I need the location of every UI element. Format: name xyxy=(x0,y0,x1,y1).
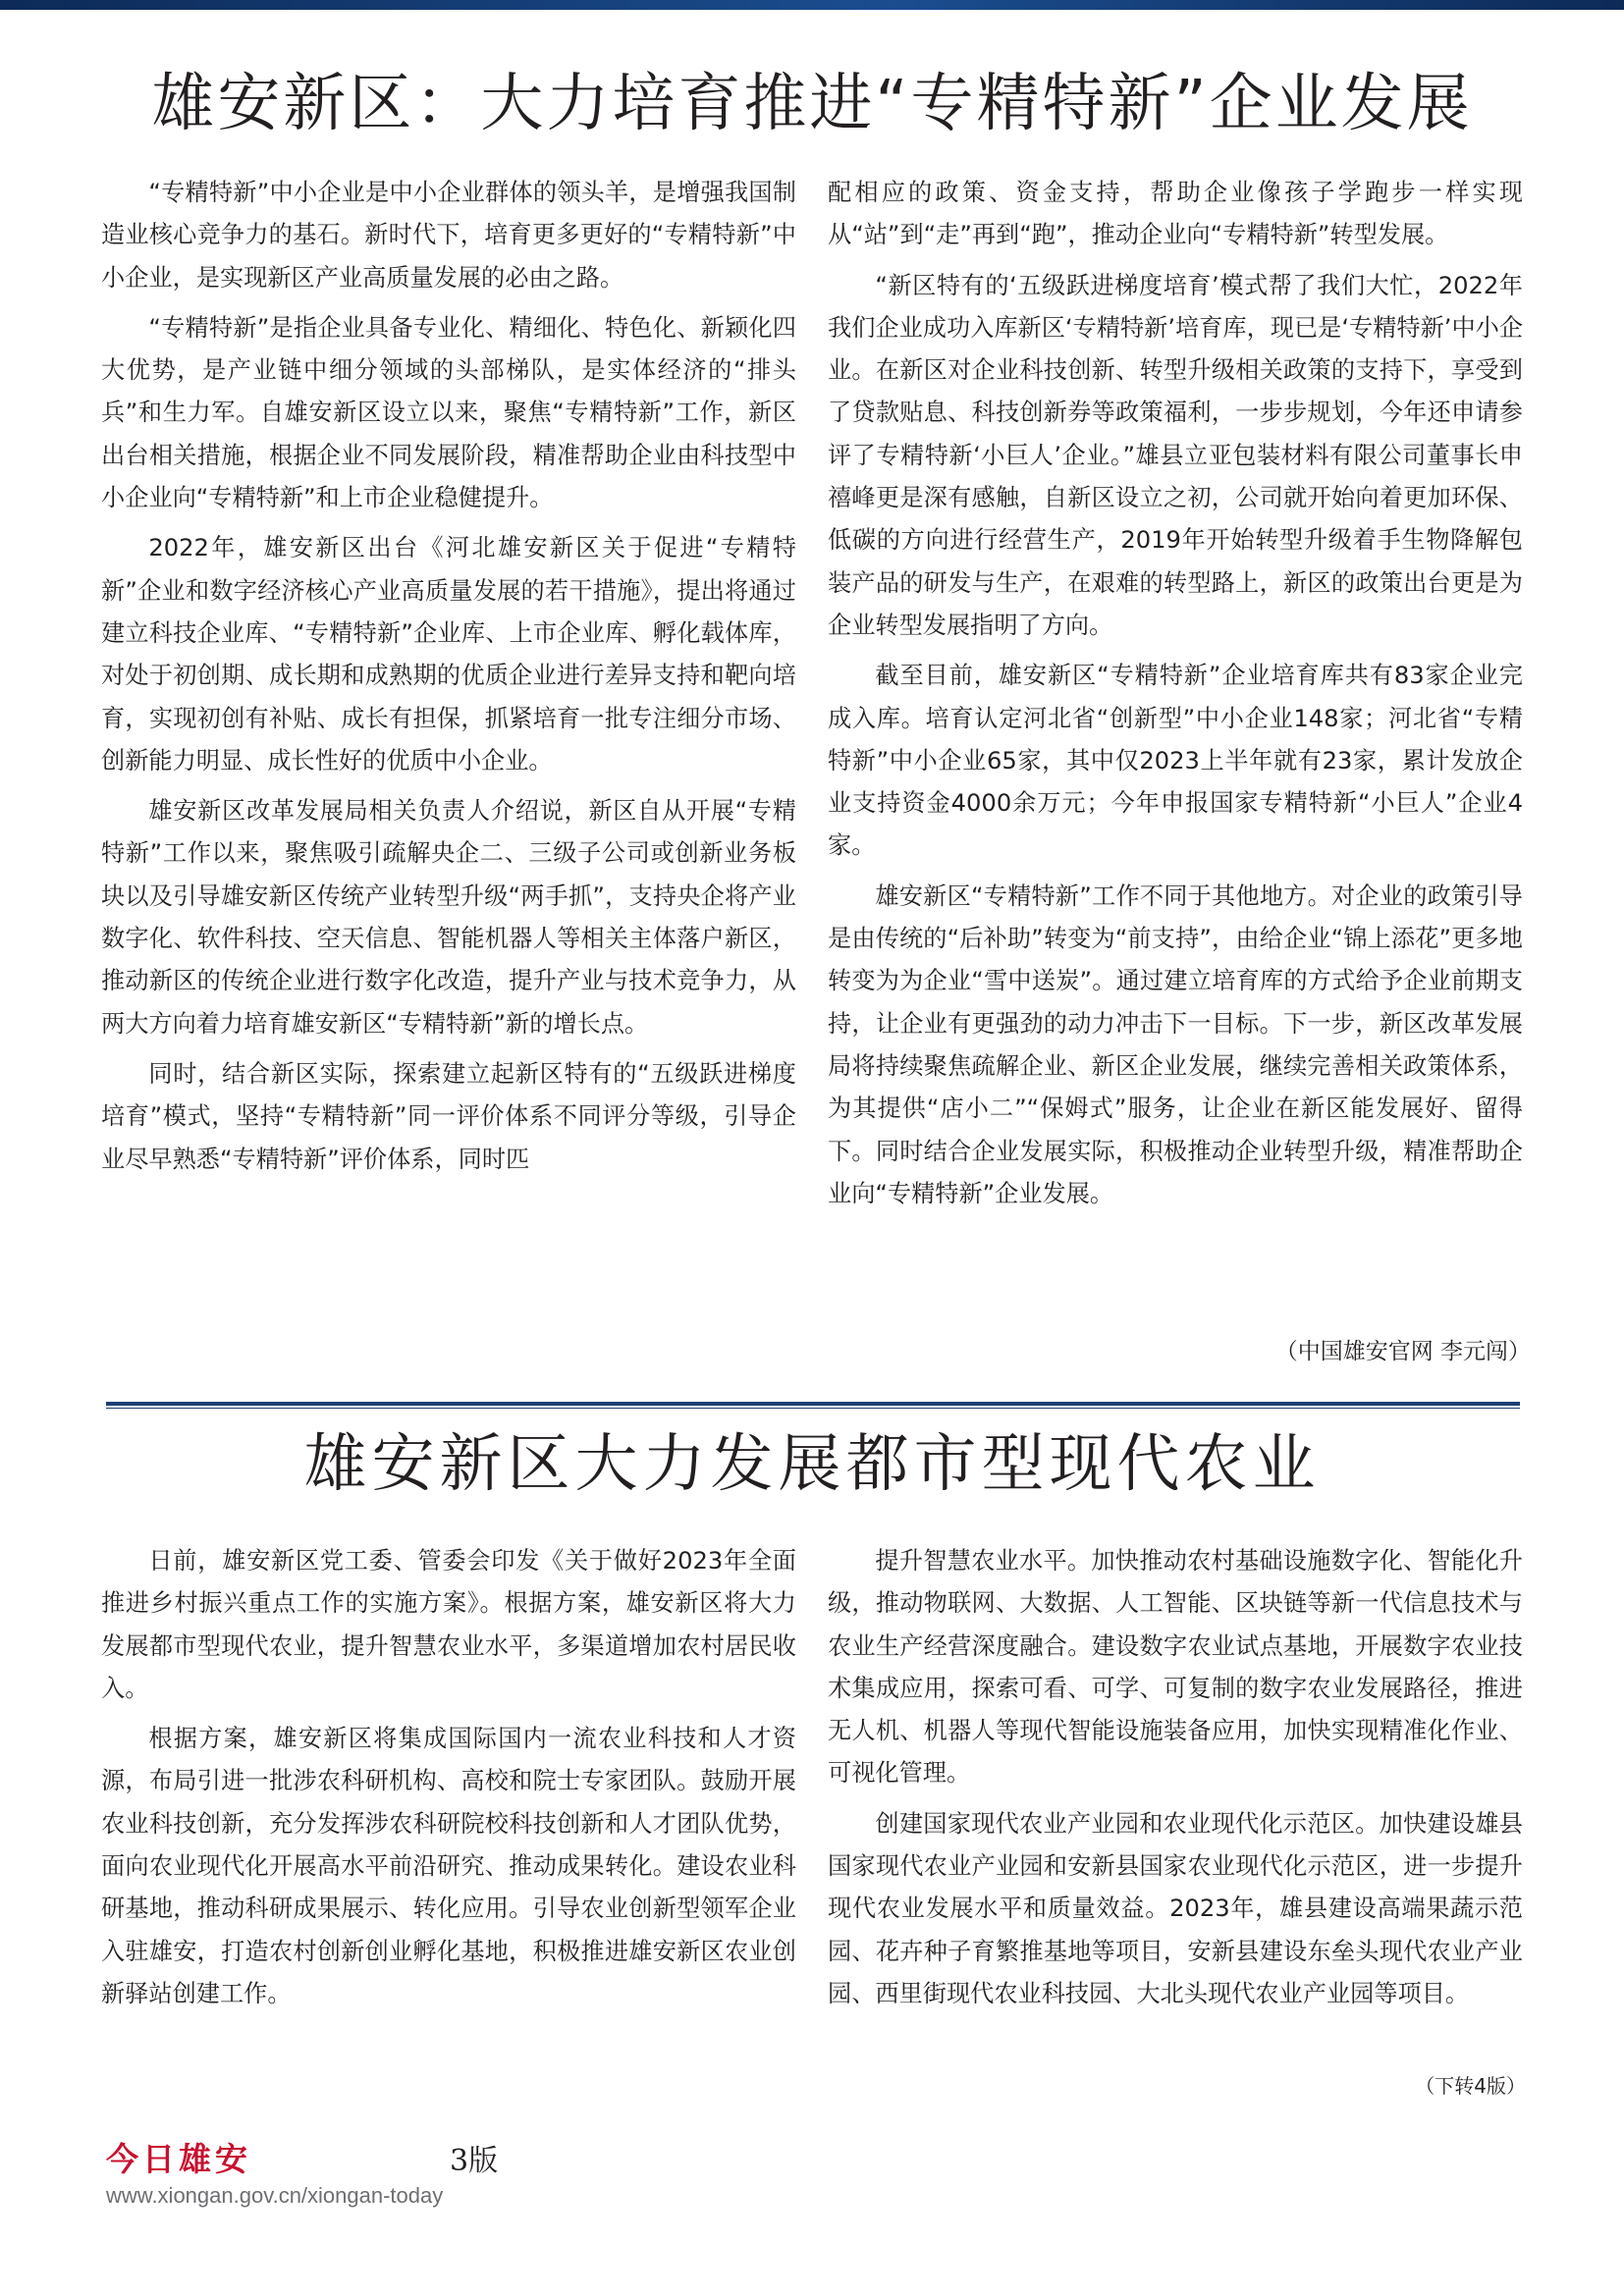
article2-paragraph: 日前，雄安新区党工委、管委会印发《关于做好2023年全面推进乡村振兴重点工作的实施方案》。根据方案，雄安新区将大力发展都市型现代农业，提升智慧农业水平，多渠道增加农村居民收入。 xyxy=(101,1547,796,1702)
section-divider xyxy=(106,1402,1520,1406)
article1-paragraph: “新区特有的‘五级跃进梯度培育’模式帮了我们大忙，2022年我们企业成功入库新区‘专精特新’培育库，现已是‘专精特新’中小企业。在新区对企业科技创新、转型升级相关政策的支持下，享受到了贷款贴息、科技创新券等政策福利，一步步规划，今年还申请参评了专精特新‘小巨人’企业。”雄县立亚包装材料有限公司董事长申禧峰更是深有感触，自新区设立之初，公司就开始向着更加环保、低碳的方向进行经营生产，2019年开始转型升级着手生物降解包装产品的研发与生产，在艰难的转型路上，新区的政策出台更是为企业转型发展指明了方向。 xyxy=(828,271,1524,639)
article1-left-column xyxy=(101,172,796,1189)
article2-left-column xyxy=(101,1540,796,2023)
article2-paragraph: 提升智慧农业水平。加快推动农村基础设施数字化、智能化升级，推动物联网、大数据、人工智能、区块链等新一代信息技术与农业生产经营深度融合。建设数字农业试点基地，开展数字农业技术集成应用，探索可看、可学、可复制的数字农业发展路径，推进无人机、机器人等现代智能设施装备应用，加快实现精准化作业、可视化管理。 xyxy=(828,1547,1523,1788)
article2-headline: 雄安新区大力发展都市型现代农业 xyxy=(303,1428,1321,1501)
page-number: 3版 xyxy=(450,2144,499,2178)
article1-paragraph: 雄安新区“专精特新”工作不同于其他地方。对企业的政策引导是由传统的“后补助”转变为“前支持”，由给企业“锦上添花”更多地转变为为企业“雪中送炭”。通过建立培育库的方式给予企业前期支持，让企业有更强劲的动力冲击下一目标。下一步，新区改革发展局将持续聚焦疏解企业、新区企业发展，继续完善相关政策体系，为其提供“店小二”“保姆式”服务，让企业在新区能发展好、留得下。同时结合企业发展实际，积极推动企业转型升级，精准帮助企业向“专精特新”企业发展。 xyxy=(828,881,1523,1207)
website-url: www.xiongan.gov.cn/xiongan-today xyxy=(106,2183,444,2208)
article2-right-column xyxy=(828,1540,1523,2023)
article1-paragraph: “专精特新”是指企业具备专业化、精细化、特色化、新颖化四大优势，是产业链中细分领域的头部梯队，是实体经济的“排头兵”和生力军。自雄安新区设立以来，聚焦“专精特新”工作，新区出台相关措施，根据企业不同发展阶段，精准帮助企业由科技型中小企业向“专精特新”和上市企业稳健提升。 xyxy=(101,313,796,512)
article2-paragraph: 创建国家现代农业产业园和农业现代化示范区。加快建设雄县国家现代农业产业园和安新县国家农业现代化示范区，进一步提升现代农业发展水平和质量效益。2023年，雄县建设高端果蔬示范园、花卉种子育繁推基地等项目，安新县建设东垒头现代农业产业园、西里街现代农业科技园、大北头现代农业产业园等项目。 xyxy=(828,1809,1523,2007)
article1-paragraph: 截至目前，雄安新区“专精特新”企业培育库共有83家企业完成入库。培育认定河北省“创新型”中小企业148家；河北省“专精特新”中小企业65家，其中仅2023上半年就有23家，累计发放企业支持资金4000余万元；今年申报国家专精特新“小巨人”企业4家。 xyxy=(828,662,1523,860)
article1-source-credit: （中国雄安官网 李元闯） xyxy=(1274,1339,1531,1364)
article1-right-column xyxy=(828,172,1523,1223)
article1-paragraph: 2022年，雄安新区出台《河北雄安新区关于促进“专精特新”企业和数字经济核心产业高质量发展的若干措施》，提出将通过建立科技企业库、“专精特新”企业库、上市企业库、孵化载体库，对处于初创期、成长期和成熟期的优质企业进行差异支持和靶向培育，实现初创有补贴、成长有担保，抓紧培育一批专注细分市场、创新能力明显、成长性好的优质中小企业。 xyxy=(101,534,796,774)
article1-headline: 雄安新区：大力培育推进“专精特新”企业发展 xyxy=(151,68,1473,140)
top-accent-bar xyxy=(0,0,1624,10)
article1-paragraph-continuation: 配相应的政策、资金支持，帮助企业像孩子学跑步一样实现从“站”到“走”再到“跑”，推动企业向“专精特新”转型发展。 xyxy=(828,179,1523,249)
article1-paragraph: 同时，结合新区实际，探索建立起新区特有的“五级跃进梯度培育”模式，坚持“专精特新”同一评价体系不同评分等级，引导企业尽早熟悉“专精特新”评价体系，同时匹 xyxy=(101,1059,796,1173)
newspaper-masthead-logo: 今日雄安 xyxy=(106,2140,251,2178)
article1-paragraph: “专精特新”中小企业是中小企业群体的领头羊，是增强我国制造业核心竞争力的基石。新时代下，培育更多更好的“专精特新”中小企业，是实现新区产业高质量发展的必由之路。 xyxy=(101,179,796,292)
continued-on-page-note: （下转4版） xyxy=(1415,2074,1526,2098)
article1-paragraph: 雄安新区改革发展局相关负责人介绍说，新区自从开展“专精特新”工作以来，聚焦吸引疏解央企二、三级子公司或创新业务板块以及引导雄安新区传统产业转型升级“两手抓”，支持央企将产业数字化、软件科技、空天信息、智能机器人等相关主体落户新区，推动新区的传统企业进行数字化改造，提升产业与技术竞争力，从两大方向着力培育雄安新区“专精特新”新的增长点。 xyxy=(101,797,796,1038)
article2-paragraph: 根据方案，雄安新区将集成国际国内一流农业科技和人才资源，布局引进一批涉农科研机构、高校和院士专家团队。鼓励开展农业科技创新，充分发挥涉农科研院校科技创新和人才团队优势，面向农业现代化开展高水平前沿研究、推动成果转化。建设农业科研基地，推动科研成果展示、转化应用。引导农业创新型领军企业入驻雄安，打造农村创新创业孵化基地，积极推进雄安新区农业创新驿站创建工作。 xyxy=(101,1725,796,2007)
